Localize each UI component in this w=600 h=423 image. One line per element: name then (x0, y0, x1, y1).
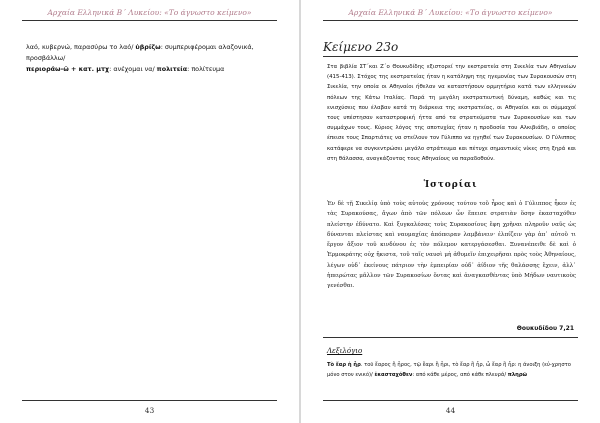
lexicon-term: περιοράω-ῶ + κατ. μτχ (26, 65, 110, 73)
running-header: Αρχαία Ελληνικά Β΄ Λυκείου: «Το άγνωστο κείμενο» (47, 8, 252, 17)
lexicon-term: Τὸ ἔαρ ἡ ἦρ (327, 362, 361, 368)
lexicon-term: πολιτεία (156, 65, 188, 73)
running-header: Αρχαία Ελληνικά Β΄ Λυκείου: «Το άγνωστο κείμενο» (348, 8, 553, 17)
header-rule (323, 20, 578, 21)
ancient-greek-text: Ἐν δὲ τῇ Σικελίᾳ ὑπὸ τοὺς αὐτοὺς χρόνους τούτου τοῦ ἦρος καὶ ὁ Γύλιππος ἧκεν ἐς τὰς Συρακούσας, ἄγων ἀπὸ τῶν πόλεων ὧν ἔπεισε στρατιὰν ὅσην ἑκασταχόθεν πλείστην ἐδύνατο. Καὶ ξυγκαλέσας τοὺς Συρακοσίους ἔφη χρῆναι πληροῦν ναῦς ὡς δύνανται πλείστας καὶ ναυμαχίας ἀπόπειραν λαμβάνειν· ἐλπίζειν γὰρ ἀπ᾽ αὐτοῦ τι ἔργον ἄξιον τοῦ κινδύνου ἐς τὸν πόλεμον κατεργάσεσθαι. Ξυνανέπειθε δὲ καὶ ὁ Ἑρμοκράτης οὐχ ἥκιστα, τοῦ ταῖς ναυσὶ μὴ ἀθυμεῖν ἐπιχειρῆσαι πρὸς τοὺς Ἀθηναίους, λέγων οὐδ᾽ ἐκείνους πάτριον τὴν ἐμπειρίαν οὐδ᾽ ἀίδιον τῆς θαλάσσης ἔχειν, ἀλλ᾽ ἠπειρώτας μᾶλλον τῶν Συρακοσίων ὄντας καὶ ἀναγκασθέντας ὑπὸ Μήδων ναυτικοὺς γενέσθαι. (327, 201, 576, 290)
section-title: Ἱστορίαι (423, 180, 478, 190)
title-rule (323, 56, 578, 57)
right-page (301, 0, 600, 423)
lexicon-term: πληρῶ (507, 372, 528, 378)
lexicon-term: ὑβρίζω (135, 43, 161, 51)
introduction-summary: Στα βιβλία ΣΤ΄και Ζ΄ο Θουκυδίδης εξιστορεί την εκστρατεία στη Σικελία των Αθηναίων (415-413). Στόχος της εκστρατείας ήταν η κατάληψη της ηγεμονίας των Συρακουσών στη Σικελία, την οποία οι Αθηναίοι ήθελαν να καταστήσουν ορμητήριο κατά των ελληνικών πόλεων της Κάτω Ιταλίας. Παρά τη μεγάλη εκστρατευτική δύναμη, καθώς και τις ενισχύσεις που έλαβαν κατά τη διάρκεια της εκστρατείας, οι Αθηναίοι και οι σύμμαχοί τους υπέστησαν καταστροφική ήττα από τα στρατεύματα των Συρακουσίων και των συμμάχων τους. Κύριος λόγος της αποτυχίας ήταν η προδοσία του Αλκιβιάδη, ο οποίος έπεισε τους Σπαρτιάτες να στείλουν τον Γύλιππο να ηγηθεί των Συρακουσίων. Ο Γύλιππος κατάφερε να συγκεντρώσει μεγάλο στράτευμα και πέτυχε σημαντικές νίκες στη ξηρά και στη θάλασσα, αναγκάζοντας τους Αθηναίους να παραδοθούν. (327, 64, 576, 162)
source-rule (323, 337, 578, 338)
lexicon-body (327, 360, 578, 380)
footer-rule (22, 400, 277, 401)
lexicon-text: : από κάθε μέρος, από κάθε πλευρά/ (412, 372, 508, 378)
header-rule (22, 20, 277, 21)
lexicon-text: : ανέχομαι να/ (109, 65, 157, 73)
source-citation: Θουκυδίδου 7,21 (516, 325, 574, 332)
lexicon-text: λαό, κυβερνώ, παρασύρω το λαό/ (26, 43, 136, 51)
lexicon-text: . τοῦ ἔαρος ἢ ἦρος, τῷ ἔαρι ἢ ἦρι, τὸ ἔαρ ἢ ἦρ, ὦ ἔαρ ἢ ἦρ: η άνοιξη (εὐ-χρηστο μόνο στον ενικό)/ (327, 362, 571, 378)
lexicon-text: : συμπεριφέρομαι αλαζονικά, προσβάλλω/ (26, 43, 254, 62)
lexicon-text: : πολίτευμα (187, 65, 225, 73)
left-page (0, 0, 299, 423)
page-number: 44 (445, 406, 456, 415)
lexicon-title: Λεξιλόγιο (327, 347, 363, 355)
text-title: Κείμενο 23ο (323, 40, 399, 54)
page-number: 43 (144, 406, 155, 415)
footer-rule (323, 400, 578, 401)
lexicon-continuation (26, 42, 275, 75)
lexicon-term: ἑκασταχόθεν (374, 372, 413, 378)
